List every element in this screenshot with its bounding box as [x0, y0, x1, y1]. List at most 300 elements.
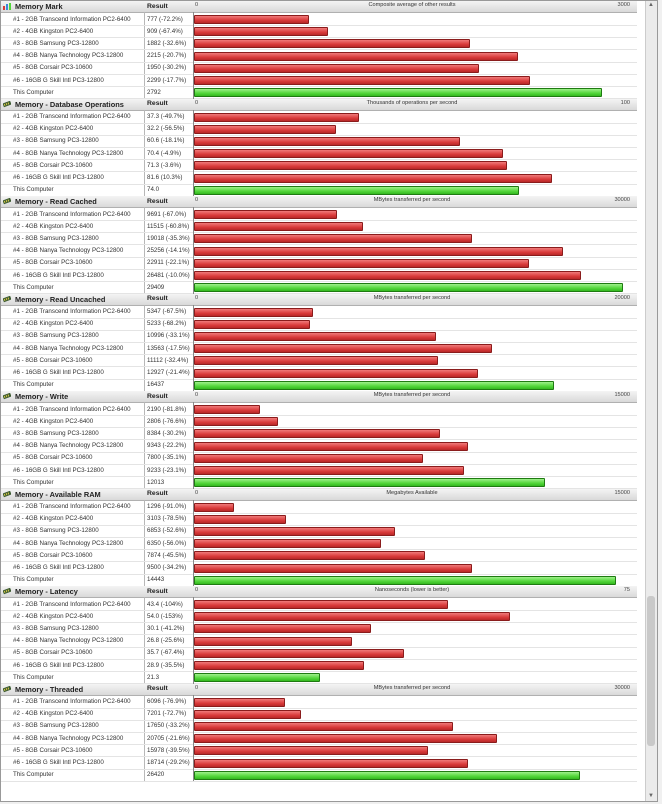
scale-caption: Megabytes Available [386, 489, 438, 496]
comparison-bar [194, 320, 310, 329]
row-label: #6 - 16GB G Skill Intl PC3-12800 [13, 564, 104, 571]
table-row [1, 74, 637, 87]
row-result: 2190 (-81.8%) [147, 405, 187, 413]
section-title: Memory - Database Operations [15, 99, 124, 109]
table-row [1, 220, 637, 233]
row-result: 16437 [147, 381, 165, 389]
chart-section-5 [1, 391, 637, 489]
scale-caption: Nanoseconds (lower is better) [374, 587, 450, 593]
this-computer-row [1, 769, 637, 782]
comparison-bar [194, 174, 552, 183]
section-header[interactable] [1, 99, 637, 111]
row-label: #2 - 4GB Kingston PC2-6400 [13, 222, 94, 230]
row-result: 43.4 (-104%) [147, 600, 183, 608]
row-result: 7201 (-72.7%) [147, 710, 187, 718]
table-row [1, 232, 637, 245]
table-row [1, 342, 637, 355]
comparison-bar [194, 515, 286, 524]
row-result: 909 (-67.4%) [147, 27, 183, 35]
row-label: This Computer [13, 673, 54, 681]
table-row [1, 245, 637, 258]
row-label: #3 - 8GB Samsung PC3-12800 [13, 234, 99, 242]
row-result: 21.3 [147, 673, 160, 681]
section-title: Memory - Available RAM [15, 489, 101, 499]
scroll-up-icon[interactable]: ▲ [648, 2, 654, 8]
table-row [1, 208, 637, 221]
row-result: 28.9 (-35.5%) [147, 661, 185, 669]
row-label: #4 - 8GB Nanya Technology PC3-12800 [13, 539, 124, 547]
comparison-bar [194, 759, 468, 768]
table-row [1, 537, 637, 550]
row-label: #2 - 4GB Kingston PC2-6400 [13, 417, 94, 425]
row-result: 18714 (-29.2%) [147, 759, 190, 766]
scale-caption: Composite average of other results [368, 2, 456, 8]
comparison-bar [194, 551, 425, 560]
row-result: 60.6 (-18.1%) [147, 137, 185, 145]
row-result: 1950 (-30.2%) [147, 64, 187, 72]
this-computer-row [1, 574, 637, 587]
table-row [1, 50, 637, 63]
section-title: Memory Mark [15, 2, 63, 11]
bar-axis-line [193, 110, 194, 197]
section-header[interactable] [1, 684, 637, 696]
this-computer-bar [194, 576, 616, 585]
table-row [1, 147, 637, 160]
row-result: 17650 (-33.2%) [147, 722, 190, 730]
row-result: 32.2 (-56.5%) [147, 125, 185, 133]
table-row [1, 415, 637, 428]
row-label: This Computer [13, 186, 54, 194]
comparison-bar [194, 210, 337, 219]
row-result: 12013 [147, 478, 165, 486]
bar-axis-line [193, 695, 194, 782]
row-label: This Computer [13, 771, 54, 779]
result-column-header: Result [147, 685, 168, 692]
row-label: #2 - 4GB Kingston PC2-6400 [13, 515, 94, 523]
row-result: 26420 [147, 771, 165, 779]
comparison-bar [194, 369, 478, 378]
row-label: #1 - 2GB Transcend Information PC2-6400 [13, 503, 131, 510]
scale-max-label: 30000 [614, 197, 630, 203]
comparison-bar [194, 466, 464, 475]
table-row [1, 525, 637, 538]
comparison-bar [194, 76, 530, 85]
table-row [1, 647, 637, 660]
scale-max-label: 15000 [614, 489, 630, 496]
chart-section-7 [1, 586, 637, 684]
this-computer-row [1, 281, 637, 294]
row-result: 2299 (-17.7%) [147, 76, 187, 84]
row-result: 22911 (-22.1%) [147, 259, 190, 267]
scroll-down-icon[interactable]: ▼ [648, 793, 654, 799]
comparison-bar [194, 39, 470, 48]
row-result: 11515 (-60.8%) [147, 222, 190, 230]
table-row [1, 464, 637, 477]
row-result: 6096 (-76.9%) [147, 698, 187, 705]
memory-module-icon [3, 296, 11, 303]
table-row [1, 269, 637, 282]
this-computer-row [1, 476, 637, 489]
table-row [1, 598, 637, 611]
table-row [1, 659, 637, 672]
row-label: #1 - 2GB Transcend Information PC2-6400 [13, 113, 131, 120]
chart-section-2 [1, 99, 637, 197]
scrollbar-thumb[interactable] [647, 596, 655, 746]
table-row [1, 622, 637, 635]
table-row [1, 111, 637, 124]
bar-axis-line [193, 402, 194, 489]
row-result: 5233 (-68.2%) [147, 320, 187, 328]
table-row [1, 757, 637, 770]
row-result: 25256 (-14.1%) [147, 247, 190, 255]
comparison-bar [194, 698, 285, 707]
row-result: 70.4 (-4.9%) [147, 149, 182, 157]
result-column-header: Result [147, 295, 168, 302]
row-result: 10996 (-33.1%) [147, 332, 190, 340]
comparison-bar [194, 137, 460, 146]
comparison-bar [194, 113, 359, 122]
result-column-header: Result [147, 100, 168, 107]
row-label: #6 - 16GB G Skill Intl PC3-12800 [13, 661, 104, 669]
row-result: 14443 [147, 576, 165, 584]
section-header[interactable] [1, 489, 637, 501]
comparison-bar [194, 405, 260, 414]
this-computer-bar [194, 673, 320, 682]
table-row [1, 549, 637, 562]
comparison-bar [194, 259, 529, 268]
comparison-bar [194, 746, 428, 755]
comparison-bar [194, 600, 448, 609]
comparison-bar [194, 661, 364, 670]
row-result: 12927 (-21.4%) [147, 369, 190, 376]
bar-axis-line [193, 207, 194, 294]
row-label: #3 - 8GB Samsung PC3-12800 [13, 527, 99, 535]
this-computer-bar [194, 478, 545, 487]
bar-axis-line [193, 305, 194, 392]
row-label: #2 - 4GB Kingston PC2-6400 [13, 27, 94, 35]
scale-max-label: 100 [620, 99, 630, 106]
comparison-bar [194, 15, 309, 24]
row-result: 6350 (-56.0%) [147, 539, 187, 547]
row-result: 6853 (-52.6%) [147, 527, 187, 535]
row-label: #1 - 2GB Transcend Information PC2-6400 [13, 308, 131, 315]
table-row [1, 501, 637, 514]
table-row [1, 37, 637, 50]
memory-module-icon [3, 588, 11, 595]
row-label: This Computer [13, 381, 54, 389]
table-row [1, 123, 637, 136]
row-result: 74.0 [147, 186, 160, 194]
this-computer-bar [194, 283, 623, 292]
scale-max-label: 75 [623, 587, 630, 593]
row-result: 11112 (-32.4%) [147, 356, 189, 364]
scale-min-label: 0 [195, 294, 199, 301]
comparison-bar [194, 503, 234, 512]
row-label: #4 - 8GB Nanya Technology PC3-12800 [13, 247, 124, 255]
comparison-bar [194, 649, 404, 658]
section-title: Memory - Read Uncached [15, 294, 106, 304]
scale-min-label: 0 [195, 2, 199, 8]
row-result: 26.8 (-25.6%) [147, 637, 185, 645]
row-result: 2215 (-20.7%) [147, 52, 187, 60]
comparison-bar [194, 527, 395, 536]
section-title: Memory - Latency [15, 587, 78, 596]
table-row [1, 62, 637, 75]
table-row [1, 452, 637, 465]
row-result: 54.0 (-153%) [147, 612, 183, 620]
this-computer-row [1, 379, 637, 392]
comparison-bar [194, 356, 438, 365]
table-row [1, 732, 637, 745]
comparison-bar [194, 64, 479, 73]
this-computer-bar [194, 771, 580, 780]
comparison-bar [194, 27, 328, 36]
this-computer-row [1, 184, 637, 197]
row-label: #4 - 8GB Nanya Technology PC3-12800 [13, 149, 124, 157]
scale-max-label: 15000 [614, 392, 630, 398]
memory-module-icon [3, 101, 11, 108]
row-label: #3 - 8GB Samsung PC3-12800 [13, 624, 99, 632]
scale-caption: MBytes transferred per second [373, 197, 451, 203]
section-title: Memory - Threaded [15, 684, 84, 694]
row-result: 7874 (-45.5%) [147, 551, 187, 559]
comparison-bar [194, 125, 336, 134]
row-result: 37.3 (-49.7%) [147, 113, 185, 120]
bar-axis-line [193, 12, 194, 99]
table-row [1, 427, 637, 440]
table-row [1, 513, 637, 526]
memory-module-icon [3, 491, 11, 498]
row-label: #1 - 2GB Transcend Information PC2-6400 [13, 600, 131, 608]
row-label: This Computer [13, 283, 54, 291]
scale-min-label: 0 [195, 392, 199, 398]
row-label: #3 - 8GB Samsung PC3-12800 [13, 137, 99, 145]
bar-axis-line [193, 597, 194, 684]
row-result: 9500 (-34.2%) [147, 564, 187, 571]
row-label: #2 - 4GB Kingston PC2-6400 [13, 320, 94, 328]
comparison-bar [194, 417, 278, 426]
row-result: 9233 (-23.1%) [147, 466, 187, 474]
table-row [1, 708, 637, 721]
row-label: #4 - 8GB Nanya Technology PC3-12800 [13, 52, 124, 60]
row-result: 9691 (-67.0%) [147, 210, 187, 218]
row-label: #1 - 2GB Transcend Information PC2-6400 [13, 698, 131, 705]
memory-module-icon [3, 393, 11, 400]
chart-icon [3, 3, 11, 10]
row-label: #3 - 8GB Samsung PC3-12800 [13, 332, 99, 340]
row-result: 19018 (-35.3%) [147, 234, 190, 242]
comparison-bar [194, 234, 472, 243]
row-label: #4 - 8GB Nanya Technology PC3-12800 [13, 734, 124, 742]
table-row [1, 306, 637, 319]
row-label: #5 - 8GB Corsair PC3-10600 [13, 649, 93, 657]
row-result: 777 (-72.2%) [147, 15, 183, 23]
row-result: 1882 (-32.6%) [147, 39, 187, 47]
this-computer-bar [194, 186, 519, 195]
row-label: #5 - 8GB Corsair PC3-10600 [13, 259, 93, 267]
table-row [1, 172, 637, 185]
row-label: #5 - 8GB Corsair PC3-10600 [13, 746, 93, 754]
scale-caption: Thousands of operations per second [366, 99, 458, 106]
row-result: 20705 (-21.6%) [147, 734, 190, 742]
row-result: 71.3 (-3.6%) [147, 161, 182, 169]
table-row [1, 318, 637, 331]
chart-section-8 [1, 684, 637, 782]
result-column-header: Result [147, 587, 168, 595]
row-result: 81.6 (10.3%) [147, 174, 183, 181]
scale-caption: MBytes transferred per second [373, 684, 451, 691]
row-result: 13563 (-17.5%) [147, 344, 190, 352]
table-row [1, 744, 637, 757]
row-result: 7800 (-35.1%) [147, 454, 187, 462]
scale-min-label: 0 [195, 197, 199, 203]
comparison-bar [194, 332, 436, 341]
comparison-bar [194, 734, 497, 743]
row-label: #1 - 2GB Transcend Information PC2-6400 [13, 15, 131, 23]
row-result: 30.1 (-41.2%) [147, 624, 185, 632]
row-label: #4 - 8GB Nanya Technology PC3-12800 [13, 637, 124, 645]
row-label: #6 - 16GB G Skill Intl PC3-12800 [13, 466, 104, 474]
comparison-bar [194, 624, 371, 633]
row-result: 29409 [147, 283, 165, 291]
row-label: #6 - 16GB G Skill Intl PC3-12800 [13, 174, 104, 181]
result-column-header: Result [147, 490, 168, 497]
row-label: #5 - 8GB Corsair PC3-10600 [13, 64, 93, 72]
row-result: 9343 (-22.2%) [147, 442, 187, 450]
comparison-bar [194, 442, 468, 451]
row-label: This Computer [13, 478, 54, 486]
row-label: #5 - 8GB Corsair PC3-10600 [13, 356, 93, 364]
comparison-bar [194, 344, 492, 353]
chart-section-3 [1, 196, 637, 294]
row-result: 35.7 (-67.4%) [147, 649, 185, 657]
row-label: #5 - 8GB Corsair PC3-10600 [13, 454, 93, 462]
section-title: Memory - Write [15, 392, 69, 401]
row-label: This Computer [13, 576, 54, 584]
row-result: 8384 (-30.2%) [147, 429, 187, 437]
scale-min-label: 0 [195, 684, 199, 691]
table-row [1, 440, 637, 453]
table-row [1, 135, 637, 148]
comparison-bar [194, 612, 510, 621]
comparison-bar [194, 247, 563, 256]
table-row [1, 610, 637, 623]
result-column-header: Result [147, 392, 168, 400]
chart-section-6 [1, 489, 637, 587]
comparison-bar [194, 52, 518, 61]
row-result: 3103 (-78.5%) [147, 515, 187, 523]
table-row [1, 562, 637, 575]
table-row [1, 696, 637, 709]
vertical-scrollbar[interactable] [645, 1, 657, 801]
table-row [1, 25, 637, 38]
row-label: #4 - 8GB Nanya Technology PC3-12800 [13, 442, 124, 450]
row-label: #5 - 8GB Corsair PC3-10600 [13, 161, 93, 169]
comparison-bar [194, 564, 472, 573]
comparison-bar [194, 308, 313, 317]
table-row [1, 330, 637, 343]
table-row [1, 720, 637, 733]
row-label: #2 - 4GB Kingston PC2-6400 [13, 125, 94, 133]
row-label: #6 - 16GB G Skill Intl PC3-12800 [13, 76, 104, 84]
result-column-header: Result [147, 2, 168, 10]
row-label: This Computer [13, 88, 54, 96]
row-result: 15978 (-39.5%) [147, 746, 190, 754]
row-label: #2 - 4GB Kingston PC2-6400 [13, 710, 94, 718]
this-computer-bar [194, 88, 602, 97]
row-label: #5 - 8GB Corsair PC3-10600 [13, 551, 93, 559]
comparison-bar [194, 454, 423, 463]
table-row [1, 159, 637, 172]
comparison-bar [194, 222, 363, 231]
row-label: #4 - 8GB Nanya Technology PC3-12800 [13, 344, 124, 352]
section-title: Memory - Read Cached [15, 197, 97, 206]
table-row [1, 367, 637, 380]
table-row [1, 635, 637, 648]
chart-section-4 [1, 294, 637, 392]
table-row [1, 257, 637, 270]
row-result: 26481 (-10.0%) [147, 271, 190, 279]
memory-module-icon [3, 686, 11, 693]
table-row [1, 354, 637, 367]
row-label: #3 - 8GB Samsung PC3-12800 [13, 722, 99, 730]
row-result: 2792 [147, 88, 161, 96]
scale-min-label: 0 [195, 587, 199, 593]
row-label: #3 - 8GB Samsung PC3-12800 [13, 429, 99, 437]
comparison-bar [194, 710, 301, 719]
memory-module-icon [3, 198, 11, 205]
section-header[interactable] [1, 391, 637, 403]
scale-max-label: 30000 [614, 684, 630, 691]
this-computer-bar [194, 381, 554, 390]
table-row [1, 13, 637, 26]
row-result: 5347 (-67.5%) [147, 308, 187, 315]
result-column-header: Result [147, 197, 168, 205]
table-row [1, 403, 637, 416]
row-label: #6 - 16GB G Skill Intl PC3-12800 [13, 759, 104, 766]
this-computer-row [1, 671, 637, 684]
row-result: 2806 (-76.6%) [147, 417, 187, 425]
section-header[interactable] [1, 1, 637, 13]
row-label: #3 - 8GB Samsung PC3-12800 [13, 39, 99, 47]
row-label: #1 - 2GB Transcend Information PC2-6400 [13, 210, 131, 218]
comparison-bar [194, 637, 352, 646]
comparison-bar [194, 271, 581, 280]
section-header[interactable] [1, 294, 637, 306]
comparison-bar [194, 149, 503, 158]
section-header[interactable] [1, 586, 637, 598]
scale-caption: MBytes transferred per second [373, 392, 451, 398]
scale-max-label: 20000 [614, 294, 630, 301]
comparison-bar [194, 161, 507, 170]
scale-caption: MBytes transferred per second [373, 294, 451, 301]
bar-axis-line [193, 500, 194, 587]
scale-max-label: 3000 [617, 2, 630, 8]
scale-min-label: 0 [195, 489, 199, 496]
row-result: 1296 (-91.0%) [147, 503, 187, 510]
scale-min-label: 0 [195, 99, 199, 106]
comparison-bar [194, 722, 453, 731]
comparison-bar [194, 429, 440, 438]
comparison-bar [194, 539, 381, 548]
row-label: #6 - 16GB G Skill Intl PC3-12800 [13, 271, 104, 279]
chart-section-1 [1, 1, 637, 99]
this-computer-row [1, 86, 637, 99]
row-label: #2 - 4GB Kingston PC2-6400 [13, 612, 94, 620]
row-label: #6 - 16GB G Skill Intl PC3-12800 [13, 369, 104, 376]
section-header[interactable] [1, 196, 637, 208]
row-label: #1 - 2GB Transcend Information PC2-6400 [13, 405, 131, 413]
